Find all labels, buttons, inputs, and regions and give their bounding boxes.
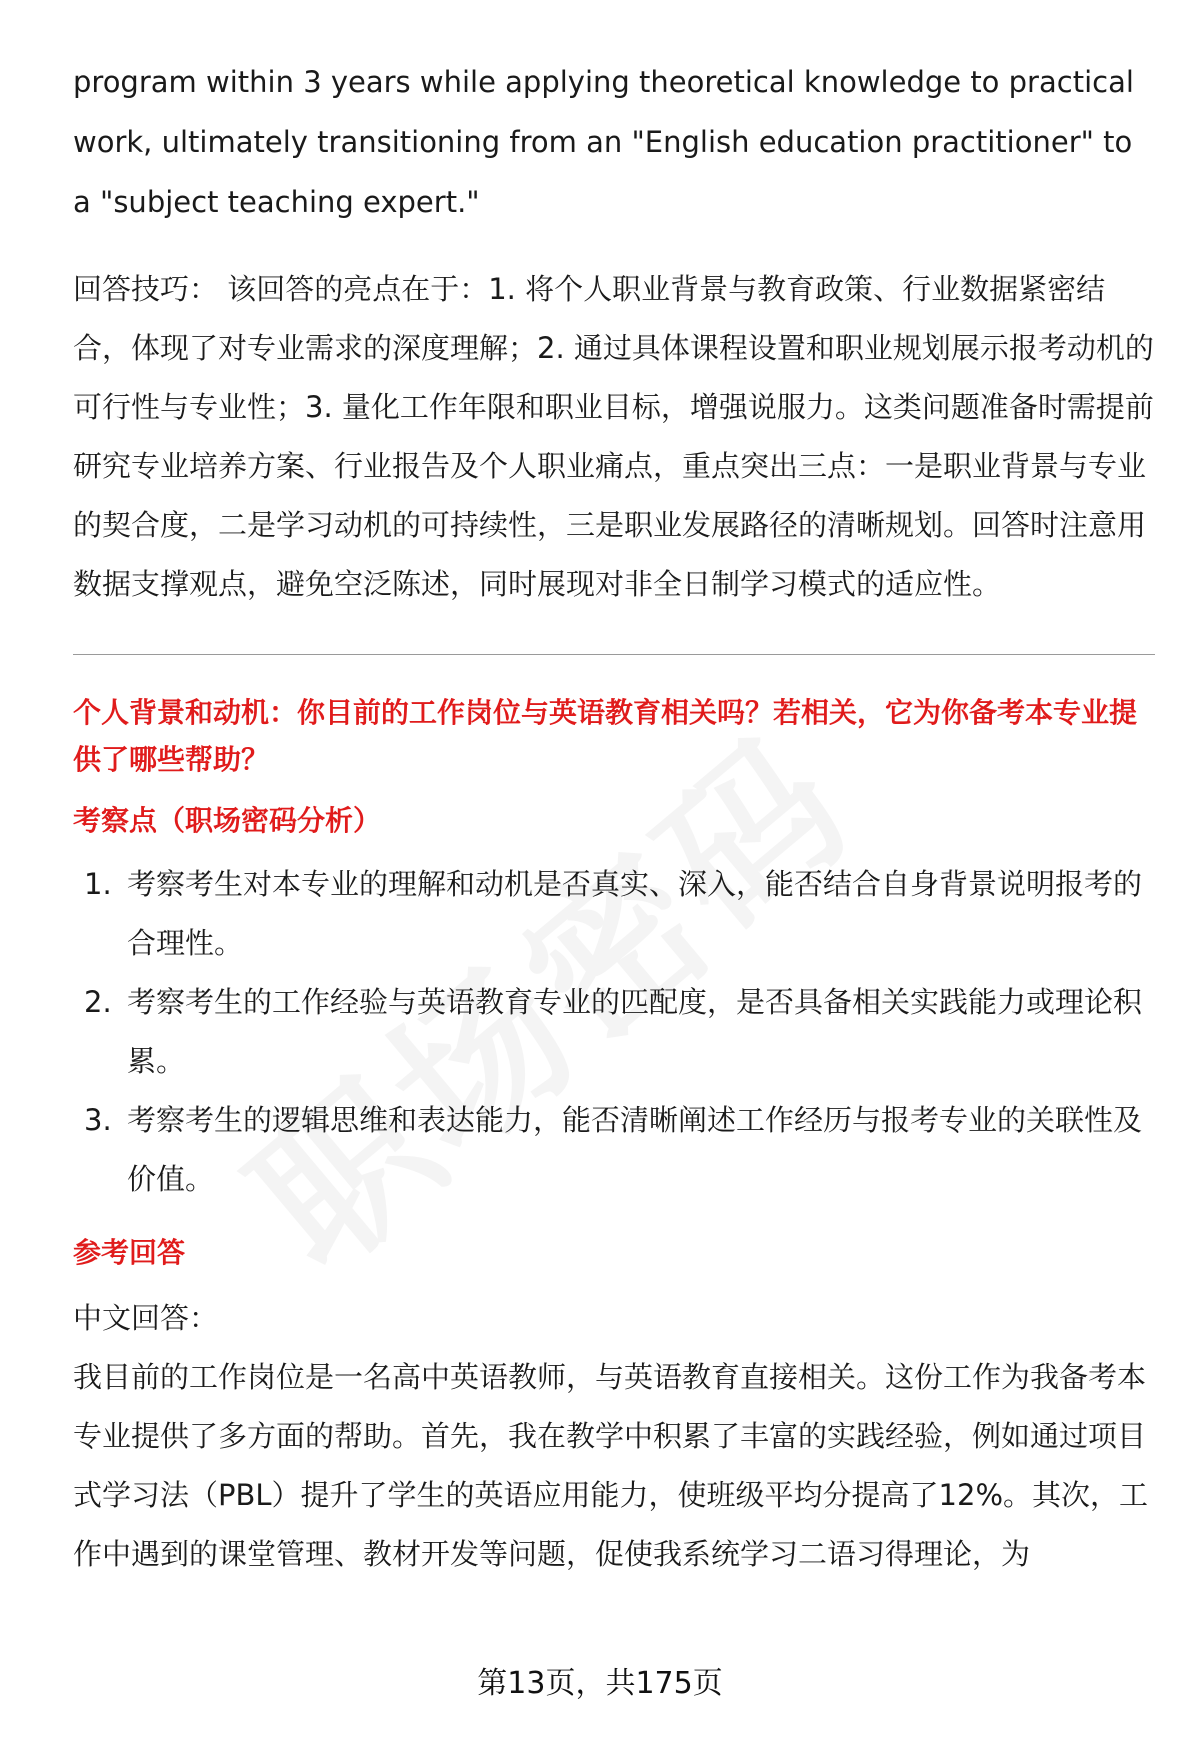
answer-tips-paragraph: 回答技巧： 该回答的亮点在于：1. 将个人职业背景与教育政策、行业数据紧密结合，体现了对专业需求的深度理解；2. 通过具体课程设置和职业规划展示报考动机的可行性与专业性；3. 量化工作年限和职业目标，增强说服力。这类问题准备时需提前研究专业培养方案、行业报告及个人职业痛点，重点突出三点：一是职业背景与专业的契合度，二是学习动机的可持续性，三是职业发展路径的清晰规划。回答时注意用数据支撑观点，避免空泛陈述，同时展现对非全日制学习模式的适应性。 [73, 272, 1154, 601]
answer-label: 中文回答： [73, 1301, 219, 1335]
spacer [73, 232, 1155, 260]
section-divider [73, 654, 1155, 655]
list-number: 1. [84, 867, 112, 901]
question-title: 个人背景和动机：你目前的工作岗位与英语教育相关吗？若相关，它为你备考本专业提供了哪些帮助？ [73, 696, 1138, 776]
assessment-list [73, 855, 1155, 1209]
page-number-footer: 第13页，共175页 [477, 1666, 723, 1701]
list-number: 2. [84, 985, 112, 1019]
assessment-heading: 考察点（职场密码分析） [73, 804, 382, 837]
assessment-point-text: 考察考生的工作经验与英语教育专业的匹配度，是否具备相关实践能力或理论积累。 [127, 985, 1143, 1078]
assessment-point-text: 考察考生的逻辑思维和表达能力，能否清晰阐述工作经历与报考专业的关联性及价值。 [127, 1103, 1143, 1196]
assessment-point-text: 考察考生对本专业的理解和动机是否真实、深入，能否结合自身背景说明报考的合理性。 [127, 867, 1143, 960]
reference-answer-heading: 参考回答 [73, 1236, 186, 1269]
intro-paragraph: program within 3 years while applying theoretical knowledge to practical work, ultimately transitioning from an "English education practitioner" to a "subject teaching expert." [73, 65, 1134, 219]
list-number: 3. [84, 1103, 112, 1137]
answer-paragraph: 我目前的工作岗位是一名高中英语教师，与英语教育直接相关。这份工作为我备考本专业提供了多方面的帮助。首先，我在教学中积累了丰富的实践经验，例如通过项目式学习法（PBL）提升了学生的英语应用能力，使班级平均分提高了12%。其次，工作中遇到的课堂管理、教材开发等问题，促使我系统学习二语习得理论，为 [73, 1360, 1148, 1571]
assessment-point [73, 973, 1155, 1091]
assessment-point [73, 855, 1155, 973]
document-page [73, 52, 1155, 1584]
assessment-point [73, 1091, 1155, 1209]
